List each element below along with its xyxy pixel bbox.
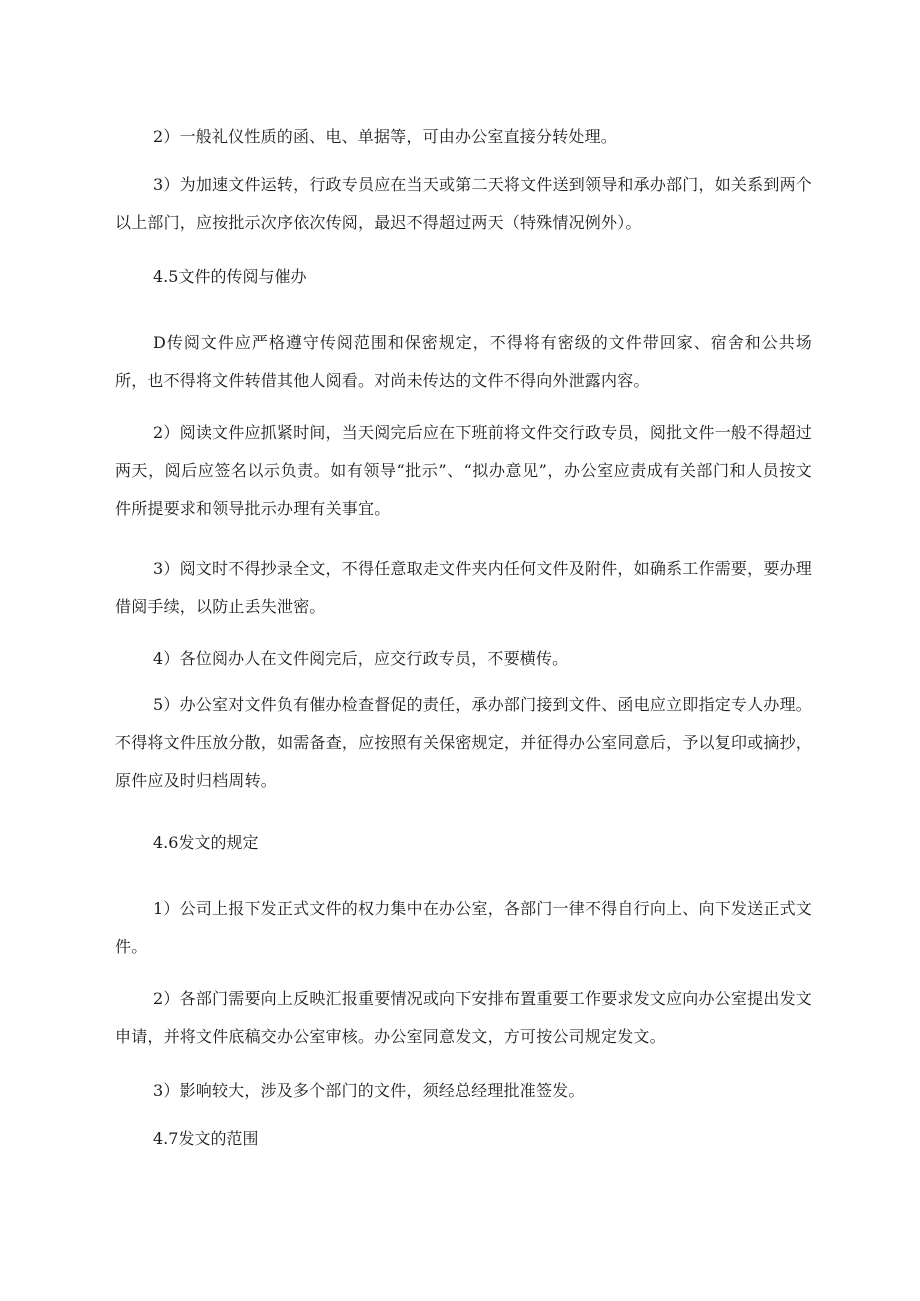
paragraph-5: 3）阅文时不得抄录全文，不得任意取走文件夹内任何文件及附件，如确系工作需要，要办理借阅手续，以防止丢失泄密。 xyxy=(115,559,812,616)
paragraph-10: 3）影响较大，涉及多个部门的文件，须经总经理批准签发。 xyxy=(153,1081,585,1100)
paragraph-7: 5）办公室对文件负有催办检查督促的责任，承办部门接到文件、函电应立即指定专人办理。不得将文件压放分散，如需备查，应按照有关保密规定，并征得办公室同意后，予以复印或摘抄，原件应及时归档周转。 xyxy=(115,695,812,790)
section-heading-4-5: 4.5文件的传阅与催办 xyxy=(153,267,307,286)
section-heading-4-6: 4.6发文的规定 xyxy=(153,833,259,852)
paragraph-3: D传阅文件应严格遵守传阅范围和保密规定，不得将有密级的文件带回家、宿舍和公共场所，也不得将文件转借其他人阅看。对尚未传达的文件不得向外泄露内容。 xyxy=(115,333,812,390)
section-heading-4-7: 4.7发文的范围 xyxy=(153,1129,259,1148)
paragraph-4: 2）阅读文件应抓紧时间，当天阅完后应在下班前将文件交行政专员，阅批文件一般不得超过两天，阅后应签名以示负责。如有领导“批示”、“拟办意见”，办公室应责成有关部门和人员按文件所提要求和领导批示办理有关事宜。 xyxy=(115,423,812,518)
paragraph-8: 1）公司上报下发正式文件的权力集中在办公室，各部门一律不得自行向上、向下发送正式文件。 xyxy=(115,899,812,956)
paragraph-1: 2）一般礼仪性质的函、电、单据等，可由办公室直接分转处理。 xyxy=(153,127,617,146)
paragraph-6: 4）各位阅办人在文件阅完后，应交行政专员，不要横传。 xyxy=(153,649,569,668)
paragraph-9: 2）各部门需要向上反映汇报重要情况或向下安排布置重要工作要求发文应向办公室提出发文申请，并将文件底稿交办公室审核。办公室同意发文，方可按公司规定发文。 xyxy=(115,989,812,1046)
paragraph-2: 3）为加速文件运转，行政专员应在当天或第二天将文件送到领导和承办部门，如关系到两个以上部门，应按批示次序依次传阅，最迟不得超过两天（特殊情况例外）。 xyxy=(115,175,812,232)
